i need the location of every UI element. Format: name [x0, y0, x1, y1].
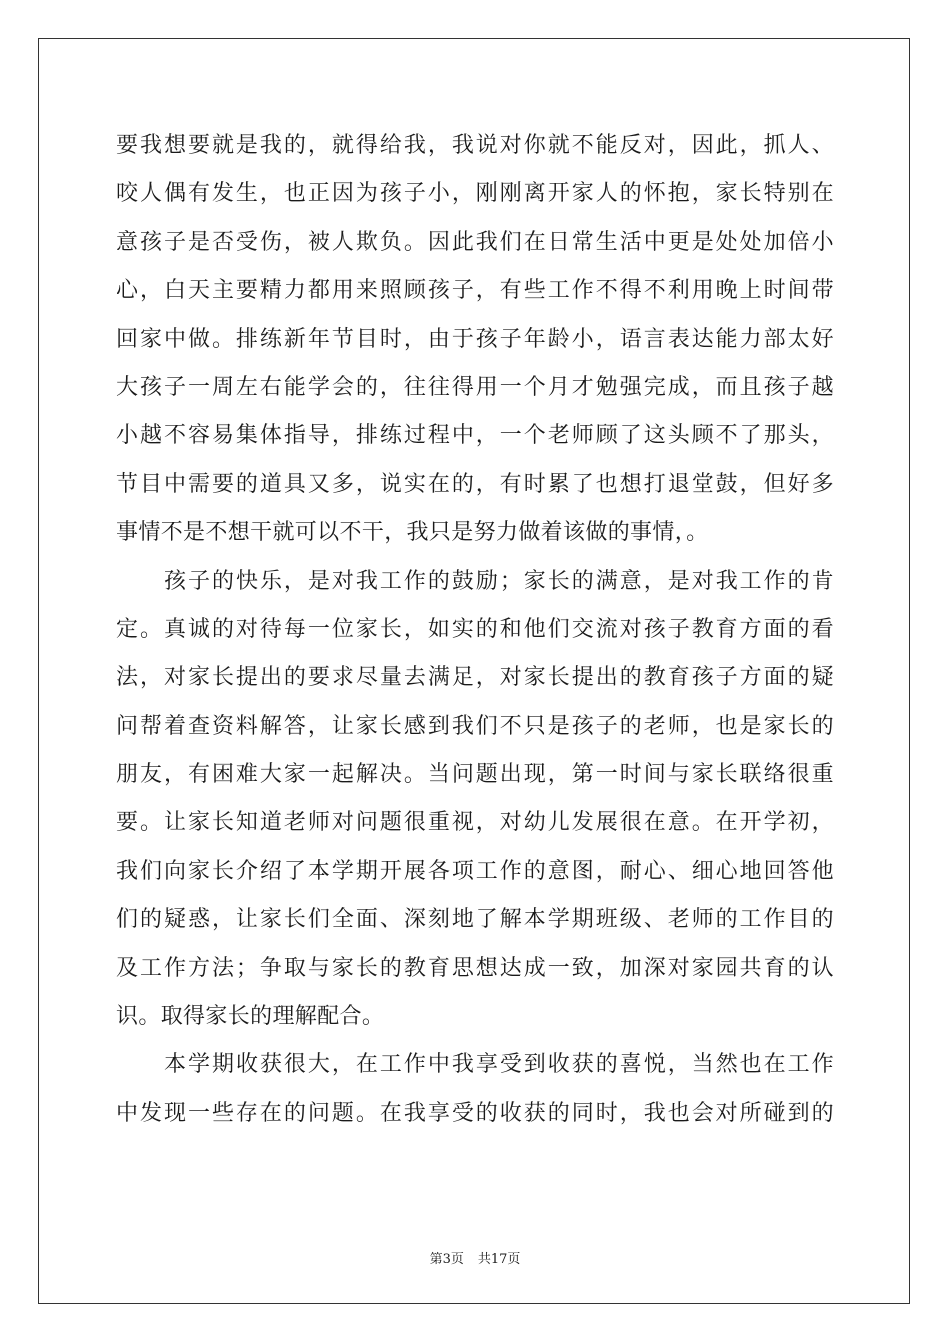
text-line: 及工作方法；争取与家长的教育思想达成一致，加深对家园共育的认: [116, 955, 834, 981]
text-line: 问帮着查资料解答，让家长感到我们不只是孩子的老师，也是家长的: [116, 713, 834, 739]
text-line: 朋友，有困难大家一起解决。当问题出现，第一时间与家长联络很重: [116, 762, 834, 788]
text-line: 心，白天主要精力都用来照顾孩子，有些工作不得不利用晚上时间带: [116, 278, 834, 304]
paragraph-first-line: 本学期收获很大，在工作中我享受到收获的喜悦，当然也在工作: [164, 1052, 834, 1078]
text-line: 要。让家长知道老师对问题很重视，对幼儿发展很在意。在开学初，: [116, 810, 834, 836]
text-line: 意孩子是否受伤，被人欺负。因此我们在日常生活中更是处处加倍小: [116, 229, 834, 255]
text-line: 小越不容易集体指导，排练过程中，一个老师顾了这头顾不了那头，: [116, 423, 834, 449]
text-line: 们的疑惑，让家长们全面、深刻地了解本学期班级、老师的工作目的: [116, 907, 834, 933]
page-footer: [0, 1248, 950, 1267]
text-line: 要我想要就是我的，就得给我，我说对你就不能反对，因此，抓人、: [116, 133, 834, 158]
text-line: 大孩子一周左右能学会的，往往得用一个月才勉强完成，而且孩子越: [116, 374, 834, 400]
text-line: 法，对家长提出的要求尽量去满足，对家长提出的教育孩子方面的疑: [116, 665, 834, 691]
text-line: 回家中做。排练新年节目时，由于孩子年龄小，语言表达能力部太好: [116, 326, 834, 352]
text-line: 识。取得家长的理解配合。: [116, 1004, 385, 1030]
text-line: 咬人偶有发生，也正因为孩子小，刚刚离开家人的怀抱，家长特别在: [116, 181, 834, 207]
document-body: [116, 122, 834, 1138]
paragraph-first-line: 孩子的快乐，是对我工作的鼓励；家长的满意，是对我工作的肯: [164, 568, 834, 594]
text-line: 中发现一些存在的问题。在我享受的收获的同时，我也会对所碰到的: [116, 1100, 834, 1126]
page-number: 第3页: [429, 1252, 464, 1267]
text-line: 节目中需要的道具又多，说实在的，有时累了也想打退堂鼓，但好多: [116, 471, 834, 497]
text-line: 定。真诚的对待每一位家长，如实的和他们交流对孩子教育方面的看: [116, 616, 834, 642]
page-total: 共17页: [477, 1252, 521, 1267]
text-line: 我们向家长介绍了本学期开展各项工作的意图，耐心、细心地回答他: [116, 858, 834, 884]
text-line: 事情不是不想干就可以不干，我只是努力做着该做的事情，。: [116, 520, 709, 546]
